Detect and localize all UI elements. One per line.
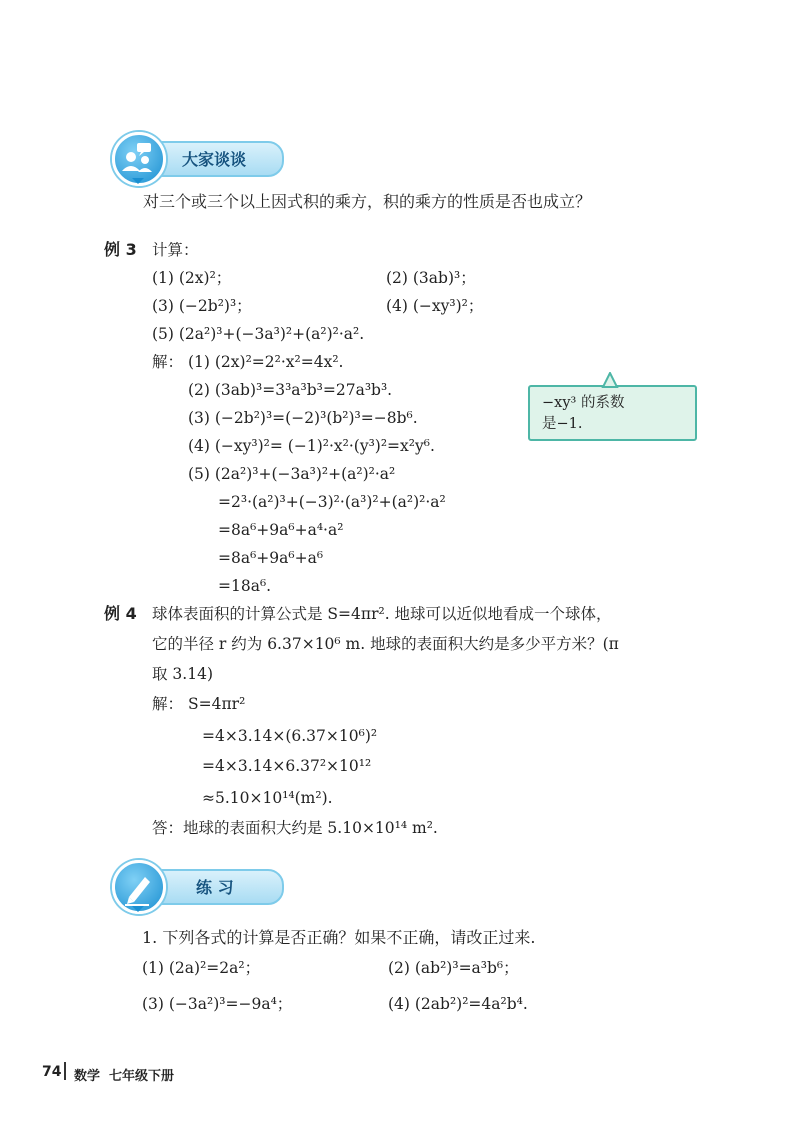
example3-problem-5: (5) (2a²)³+(−3a³)²+(a²)²·a². (152, 325, 365, 343)
side-note-text: −xy³ 的系数 是−1. (542, 395, 625, 432)
example3-solution-1: (1) (2x)²=2²·x²=4x². (188, 353, 344, 371)
practice-item-1: (1) (2a)²=2a²； (142, 959, 261, 977)
practice-item-2: (2) (ab²)³=a³b⁶； (388, 959, 519, 977)
example3-problem-3: (3) (−2b²)³； (152, 297, 252, 315)
example3-instruction: 计算： (152, 241, 199, 259)
example3-solution-2: (2) (3ab)³=3³a³b³=27a³b³. (188, 381, 393, 399)
discuss-question: 对三个或三个以上因式积的乘方，积的乘方的性质是否也成立？ (143, 192, 592, 211)
practice-item-3: (3) (−3a²)³=−9a⁴； (142, 995, 293, 1013)
example4-solution-1: S=4πr² (188, 695, 246, 713)
discuss-banner (112, 138, 282, 176)
example3-solution-9: =18a⁶. (218, 577, 272, 595)
example3-solution-8: =8a⁶+9a⁶+a⁶ (218, 549, 324, 567)
pin-icon (600, 372, 620, 388)
page-number: 74 (42, 1064, 62, 1080)
example4-label: 例 4 (104, 604, 137, 623)
footer-divider (64, 1062, 66, 1080)
practice-pointer-icon (132, 906, 144, 912)
example3-solution-label: 解： (152, 353, 184, 371)
example4-solution-label: 解： (152, 695, 184, 713)
example4-problem-line-3: 取 3.14) (152, 665, 213, 683)
discuss-pointer-icon (132, 178, 144, 184)
practice-banner (112, 866, 282, 904)
example3-problem-4: (4) (−xy³)²； (386, 297, 484, 315)
example4-answer: 答：地球的表面积大约是 5.10×10¹⁴ m². (152, 819, 438, 837)
practice-title: 练 习 (196, 878, 234, 897)
example3-solution-3: (3) (−2b²)³=(−2)³(b²)³=−8b⁶. (188, 409, 418, 427)
example4-solution-4: ≈5.10×10¹⁴(m²). (202, 789, 333, 807)
discuss-title: 大家谈谈 (182, 150, 247, 169)
example3-solution-4: (4) (−xy³)²= (−1)²·x²·(y³)²=x²y⁶. (188, 437, 435, 455)
practice-question-1: 1. 下列各式的计算是否正确？如果不正确，请改正过来. (142, 928, 536, 947)
side-note (528, 385, 697, 441)
example4-problem-line-1: 球体表面积的计算公式是 S=4πr². 地球可以近似地看成一个球体， (152, 605, 612, 623)
example4-solution-2: =4×3.14×(6.37×10⁶)² (202, 727, 378, 745)
example3-problem-2: (2) (3ab)³； (386, 269, 476, 287)
example4-problem-line-2: 它的半径 r 约为 6.37×10⁶ m. 地球的表面积大约是多少平方米？(π (152, 635, 619, 653)
practice-item-4: (4) (2ab²)²=4a²b⁴. (388, 995, 528, 1013)
example3-label: 例 3 (104, 240, 137, 259)
example3-solution-6: =2³·(a²)³+(−3)²·(a³)²+(a²)²·a² (218, 493, 446, 511)
example3-solution-5: (5) (2a²)³+(−3a³)²+(a²)²·a² (188, 465, 396, 483)
example3-problem-1: (1) (2x)²； (152, 269, 232, 287)
footer-book-title: 数学 七年级下册 (74, 1069, 175, 1084)
example3-solution-7: =8a⁶+9a⁶+a⁴·a² (218, 521, 344, 539)
example4-solution-3: =4×3.14×6.37²×10¹² (202, 757, 372, 775)
